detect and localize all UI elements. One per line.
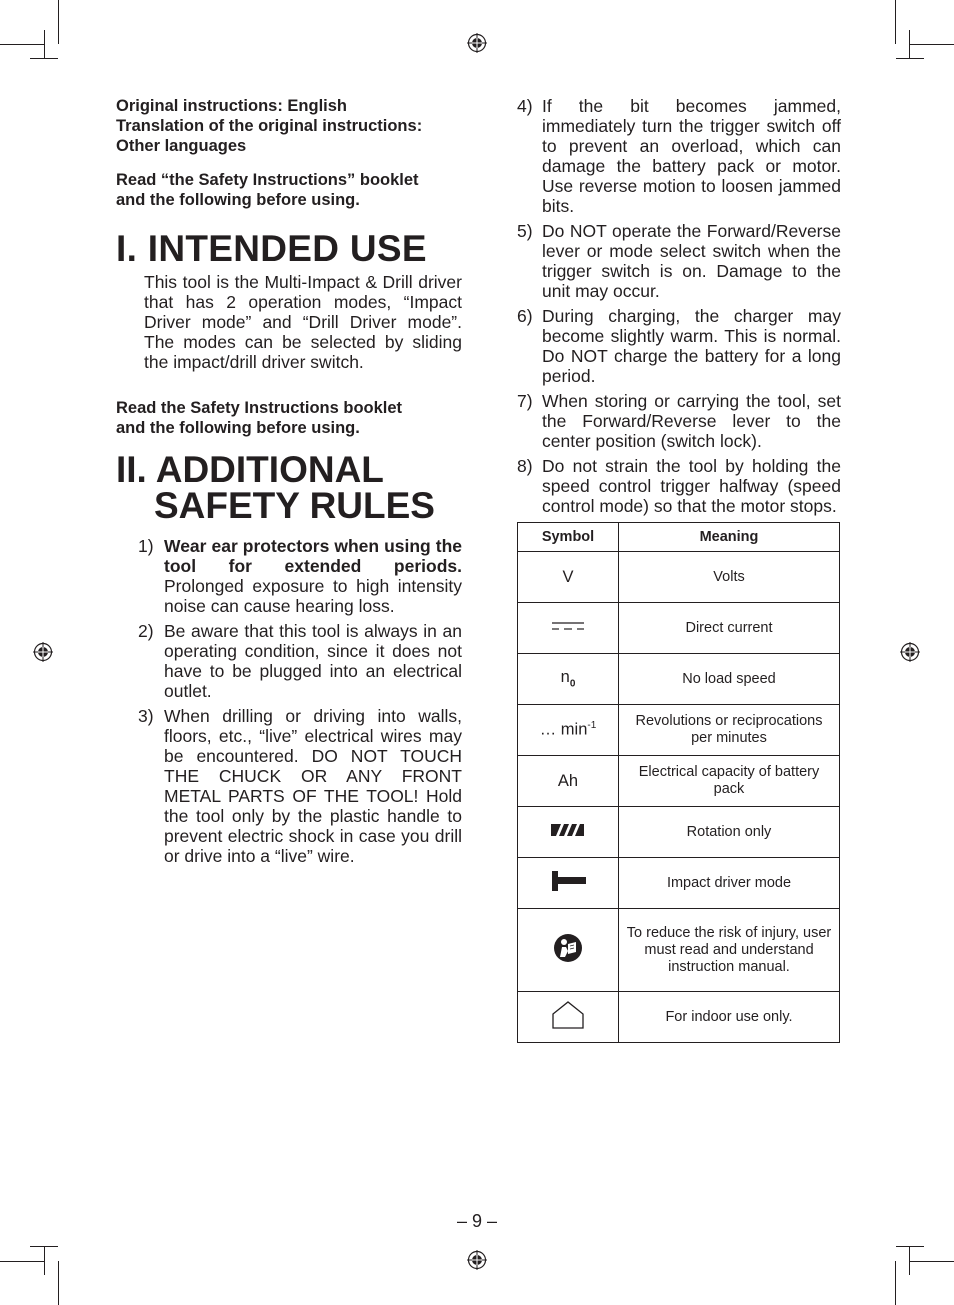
symbol-amp-hour: Ah <box>518 756 619 807</box>
symbol-no-load-speed: $n_0$ <box>518 654 619 705</box>
registration-mark-icon <box>467 1250 487 1270</box>
table-row: $n_0$ No load speed <box>518 654 840 705</box>
crop-mark <box>44 30 45 58</box>
list-item: 8) Do not strain the tool by holding the speed control trigger halfway (speed control mode) so that the motor stops. <box>517 456 841 516</box>
table-row: For indoor use only. <box>518 992 840 1043</box>
column-header-symbol: Symbol <box>518 523 619 552</box>
registration-mark-icon <box>33 642 53 662</box>
intended-use-body: This tool is the Multi-Impact & Drill driver that has 2 operation modes, “Impact Driver mode” and “Drill Driver mode”. The modes can be selected by sliding the impact/drill driver switch. <box>144 272 462 372</box>
crop-mark <box>30 58 58 59</box>
crop-mark <box>58 0 59 44</box>
list-item: 5) Do NOT operate the Forward/Reverse lever or mode select switch when the trigger switch is on. Damage to the unit may occur. <box>517 221 841 301</box>
impact-driver-mode-icon <box>549 870 587 892</box>
table-row: V Volts <box>518 552 840 603</box>
table-row: Rotation only <box>518 807 840 858</box>
table-row: Impact driver mode <box>518 858 840 909</box>
crop-mark <box>0 44 44 45</box>
indoor-use-icon <box>551 1000 585 1030</box>
read-manual-icon <box>553 933 583 963</box>
read-safety-note-2: Read the Safety Instructions booklet and the following before using. <box>116 399 403 437</box>
table-row: To reduce the risk of injury, user must read and understand instruction manual. <box>518 909 840 992</box>
table-row: … $\min^{-1}$ Revolutions or reciprocations per minutes <box>518 705 840 756</box>
list-item: 4) If the bit becomes jammed, immediately turn the trigger switch off to prevent an overload, which can damage the battery pack or motor. Use reverse motion to loosen jammed bits. <box>517 96 841 216</box>
list-item: 3) When drilling or driving into walls, floors, etc., “live” electrical wires may be encountered. DO NOT TOUCH THE CHUCK OR ANY FRONT METAL PARTS OF THE TOOL! Hold the tool only by the plastic handle to prevent electric shock in case you drill or drive into a “live” wire. <box>138 706 462 866</box>
section-title-additional-safety: II. ADDITIONAL SAFETY RULES <box>116 449 435 526</box>
list-item: 1) Wear ear protectors when using the tool for extended periods. Prolonged exposure to high intensity noise can cause hearing loss. <box>138 536 462 616</box>
direct-current-icon <box>550 619 586 633</box>
symbol-table <box>517 522 840 1043</box>
safety-rules-list <box>138 536 462 866</box>
read-safety-note: Read “the Safety Instructions” booklet and the following before using. <box>116 171 419 209</box>
rotation-only-icon <box>550 822 586 838</box>
crop-mark <box>896 1246 924 1247</box>
section-title-intended-use: I. INTENDED USE <box>116 228 427 269</box>
language-note: Original instructions: English Translation of the original instructions: Other languages <box>116 97 423 155</box>
crop-mark <box>910 1261 954 1262</box>
symbol-volts: V <box>518 552 619 603</box>
list-item: 7) When storing or carrying the tool, set the Forward/Reverse lever to the center position (switch lock). <box>517 391 841 451</box>
crop-mark <box>44 1247 45 1275</box>
registration-mark-icon <box>900 642 920 662</box>
list-item: 6) During charging, the charger may become slightly warm. This is normal. Do NOT charge the battery for a long period. <box>517 306 841 386</box>
left-column <box>116 96 462 871</box>
crop-mark <box>0 1261 44 1262</box>
crop-mark <box>909 30 910 58</box>
column-header-meaning: Meaning <box>619 523 840 552</box>
crop-mark <box>910 44 954 45</box>
registration-mark-icon <box>467 33 487 53</box>
safety-rules-list-continued <box>517 96 841 516</box>
crop-mark <box>909 1247 910 1275</box>
table-header-row <box>518 523 840 552</box>
crop-mark <box>896 58 924 59</box>
right-column <box>517 96 841 1043</box>
list-item: 2) Be aware that this tool is always in an operating condition, since it does not have to be plugged into an electrical outlet. <box>138 621 462 701</box>
crop-mark <box>895 0 896 44</box>
symbol-per-minute: … $\min^{-1}$ <box>518 705 619 756</box>
page-number: – 9 – <box>456 1211 498 1231</box>
table-row: Direct current <box>518 603 840 654</box>
table-row: Ah Electrical capacity of battery pack <box>518 756 840 807</box>
crop-mark <box>895 1261 896 1305</box>
crop-mark <box>58 1261 59 1305</box>
